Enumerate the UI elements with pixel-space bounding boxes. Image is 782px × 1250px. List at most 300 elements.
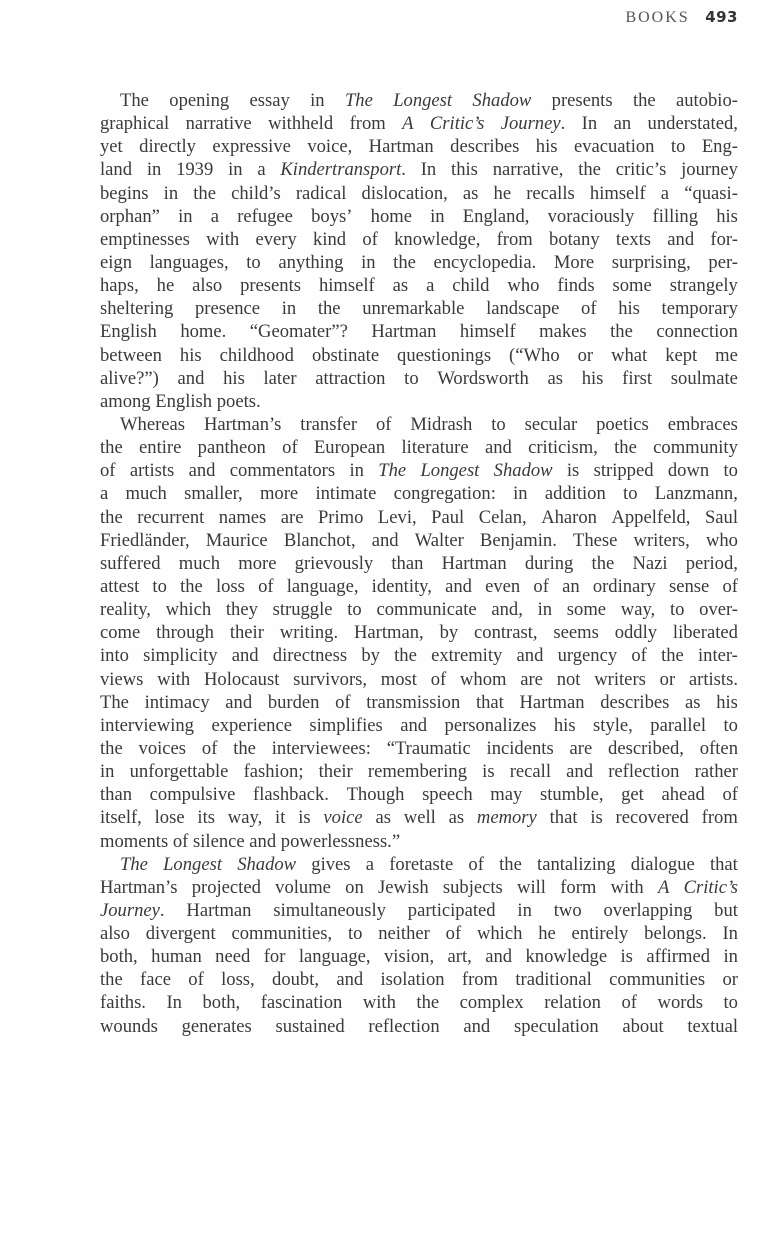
word: embraces [667, 413, 738, 435]
word: interviewing [100, 714, 194, 736]
word: his [535, 136, 558, 158]
word: the [233, 737, 256, 759]
word: yet [100, 136, 123, 158]
word: makes [539, 321, 587, 343]
word: liberated [672, 622, 738, 644]
word: which [165, 599, 212, 621]
word: the [499, 853, 522, 875]
word: directness [272, 645, 348, 667]
word: the [394, 645, 417, 667]
word: a [257, 159, 266, 181]
word: memory [476, 807, 537, 829]
word: neither [378, 923, 430, 945]
word: face [140, 969, 171, 991]
word: simultaneously [273, 899, 386, 921]
word: Longest [163, 853, 222, 875]
word: In [166, 992, 182, 1014]
word: the [100, 969, 123, 991]
word: Aharon [541, 506, 597, 528]
word: of [282, 437, 298, 459]
word: Critic’s [683, 876, 738, 898]
word: it [275, 807, 286, 829]
word: Whereas [120, 413, 186, 435]
word: surprising, [611, 251, 691, 273]
word: artists. [688, 668, 738, 690]
word: sense [668, 575, 710, 597]
word: is [566, 460, 580, 482]
word: that [475, 691, 504, 713]
word: this [451, 159, 478, 181]
word: writers, [633, 529, 690, 551]
word: interviewees: [271, 737, 371, 759]
word: may [490, 784, 523, 806]
text-line [100, 876, 738, 899]
word: and [463, 1015, 491, 1037]
word: traditional [515, 969, 592, 991]
word: who [705, 529, 738, 551]
word: come [100, 622, 141, 644]
word: more [238, 552, 277, 574]
word: narrative, [492, 159, 564, 181]
word: commentators [229, 460, 336, 482]
text-line [100, 135, 738, 158]
word: his [716, 205, 738, 227]
word: In [420, 159, 437, 181]
word: recurrent [137, 506, 205, 528]
word: for [263, 946, 286, 968]
word: and [516, 645, 544, 667]
word: language, [286, 575, 359, 597]
word: as [685, 691, 701, 713]
page-number: 493 [705, 8, 738, 26]
word: vision, [384, 946, 435, 968]
word: than [391, 552, 424, 574]
word: essay [249, 90, 290, 111]
word: the [393, 251, 416, 273]
word: and, [491, 599, 523, 621]
word: Hartman’s [100, 876, 178, 898]
word: finds [557, 275, 595, 297]
word: Jewish [378, 876, 429, 898]
word: of [172, 830, 189, 852]
word: projected [191, 876, 261, 898]
word: of [188, 969, 204, 991]
word: home. [180, 321, 227, 343]
word: In [581, 113, 598, 135]
word: transfer [300, 413, 358, 435]
text-line [100, 830, 738, 853]
word: which [476, 923, 523, 945]
word: opening [169, 90, 230, 111]
word: also [192, 275, 223, 297]
word: as [375, 807, 391, 829]
word: in [146, 159, 162, 181]
text-line [100, 899, 738, 922]
text-line [100, 89, 738, 112]
word: their [318, 761, 353, 783]
word: in [163, 182, 179, 204]
text-line [100, 112, 738, 135]
word: experience [211, 714, 292, 736]
word: in [361, 251, 376, 273]
word: an [562, 575, 580, 597]
word: knowledge [525, 946, 608, 968]
text-line [100, 205, 738, 228]
word: he [493, 182, 512, 204]
word: communities [609, 969, 706, 991]
word: but [714, 899, 738, 921]
word: form [560, 876, 597, 898]
word: belongs. [644, 923, 707, 945]
word: himself [589, 182, 646, 204]
word: way, [227, 807, 263, 829]
word: knowledge, [394, 228, 481, 250]
word: tantalizing [537, 853, 616, 875]
paragraph [100, 853, 738, 1038]
word: oddly [614, 622, 658, 644]
word: much [178, 552, 221, 574]
word: Holocaust [203, 668, 280, 690]
word: and [336, 969, 364, 991]
word: he [156, 275, 175, 297]
word: the [632, 90, 656, 111]
word: relation [544, 992, 601, 1014]
word: attraction [315, 367, 386, 389]
word: voice [323, 807, 363, 829]
word: every [255, 228, 297, 250]
word: Blanchot, [283, 529, 356, 551]
word: Hartman [186, 899, 252, 921]
word: rather [694, 761, 738, 783]
word: filling [652, 205, 698, 227]
word: unremarkable [362, 298, 465, 320]
text-line [100, 922, 738, 945]
word: strangely [669, 275, 738, 297]
word: foretaste [389, 853, 454, 875]
word: attest [100, 575, 140, 597]
word: most [380, 668, 417, 690]
word: reality, [100, 599, 151, 621]
word: incidents [486, 737, 554, 759]
text-line [100, 945, 738, 968]
word: child’s [231, 182, 281, 204]
word: on [345, 876, 364, 898]
word: Lanzmann, [654, 483, 738, 505]
word: English [100, 321, 157, 343]
text-line [100, 853, 738, 876]
word: in [537, 599, 553, 621]
word: entirely [571, 923, 629, 945]
word: addition [544, 483, 606, 505]
word: Longest [393, 90, 453, 111]
word: grievously [294, 552, 374, 574]
text-line [100, 968, 738, 991]
word: way, [620, 599, 656, 621]
word: more [259, 483, 299, 505]
word: “Traumatic [386, 737, 471, 759]
word: the [661, 645, 684, 667]
word: to [669, 599, 685, 621]
word: smaller, [184, 483, 243, 505]
word: names [218, 506, 267, 528]
text-line [100, 367, 738, 390]
text-line [100, 390, 738, 413]
word: simplifies [309, 714, 383, 736]
word: in [349, 460, 364, 482]
word: The [344, 90, 373, 111]
word: reflection [608, 761, 680, 783]
word: communicate [376, 599, 477, 621]
word: a [426, 275, 435, 297]
word: community [653, 437, 738, 459]
word: itself, [100, 807, 142, 829]
word: are [569, 737, 593, 759]
word: in [100, 761, 115, 783]
word: the [193, 182, 216, 204]
word: the [100, 737, 123, 759]
word: the [591, 552, 615, 574]
word: poets. [216, 390, 261, 412]
word: critic’s [615, 159, 667, 181]
word: and [667, 228, 695, 250]
word: views [100, 668, 144, 690]
word: writing. [279, 622, 339, 644]
word: and [231, 645, 259, 667]
word: some [612, 275, 652, 297]
word: art, [447, 946, 472, 968]
word: affirmed [646, 946, 711, 968]
word: Paul [431, 506, 465, 528]
word: wounds [100, 1015, 158, 1037]
word: directly [139, 136, 196, 158]
word: speculation [513, 1015, 599, 1037]
word: writers [594, 668, 646, 690]
word: Though [346, 784, 405, 806]
word: soulmate [670, 367, 738, 389]
word: overlapping [603, 899, 693, 921]
word: urgency [557, 645, 618, 667]
word: graphical [100, 113, 170, 135]
word: texts [615, 228, 652, 250]
word: The [120, 90, 149, 111]
word: style, [593, 714, 633, 736]
word: journey [681, 159, 738, 181]
word: expressive [212, 136, 291, 158]
word: Nazi [632, 552, 668, 574]
word: from [349, 113, 386, 135]
word: Walter [414, 529, 464, 551]
word: powerlessness.” [280, 830, 401, 852]
word: Hartman’s [203, 413, 282, 435]
word: to [152, 575, 167, 597]
word: Critic’s [429, 113, 485, 135]
word: to [347, 599, 362, 621]
word: both, [100, 946, 138, 968]
word: flashback. [253, 784, 329, 806]
word: Hartman [368, 136, 434, 158]
word: English [155, 390, 213, 412]
word: Shadow [472, 90, 532, 111]
word: Maurice [205, 529, 268, 551]
running-head [625, 8, 738, 27]
text-line [100, 644, 738, 667]
word: and [400, 714, 428, 736]
word: a [660, 182, 670, 204]
word: that [709, 853, 738, 875]
word: to [246, 251, 261, 273]
word: his [581, 367, 604, 389]
text-line [100, 320, 738, 343]
text-line [100, 297, 738, 320]
word: temporary [661, 298, 738, 320]
word: often [699, 737, 738, 759]
word: presence [194, 298, 261, 320]
word: volume [275, 876, 331, 898]
word: kind [313, 228, 347, 250]
word: that [549, 807, 578, 829]
word: to [723, 992, 738, 1014]
word: some [566, 599, 607, 621]
word: Wordsworth [437, 367, 529, 389]
word: presents [240, 275, 301, 297]
word: the [317, 298, 341, 320]
word: or [659, 668, 676, 690]
word: survivors, [293, 668, 368, 690]
word: Saul [704, 506, 738, 528]
word: secular [524, 413, 578, 435]
word: later [263, 367, 297, 389]
word: A [402, 113, 414, 135]
word: to [404, 367, 419, 389]
text-line [100, 158, 738, 181]
text-line [100, 344, 738, 367]
word: dialogue [630, 853, 695, 875]
word: also [100, 923, 130, 945]
word: fascination [260, 992, 343, 1014]
word: languages, [149, 251, 229, 273]
word: entire [139, 437, 182, 459]
word: of [468, 853, 484, 875]
word: and [188, 460, 216, 482]
word: sheltering [100, 298, 174, 320]
text-line [100, 714, 738, 737]
word: intimate [315, 483, 377, 505]
word: of [722, 575, 738, 597]
word: language, [298, 946, 371, 968]
word: Hartman [519, 691, 585, 713]
word: doubt, [272, 969, 320, 991]
word: Longest [420, 460, 480, 482]
word: poetics [596, 413, 649, 435]
word: with [362, 992, 396, 1014]
word: connection [656, 321, 738, 343]
text-line [100, 228, 738, 251]
word: the [610, 321, 633, 343]
word: evacuation [573, 136, 655, 158]
word: the [614, 437, 637, 459]
word: the [100, 506, 123, 528]
word: describes [450, 136, 520, 158]
word: Hartman [441, 552, 507, 574]
word: recovered [615, 807, 689, 829]
text-line [100, 806, 738, 829]
word: home [370, 205, 412, 227]
word: Benjamin. [479, 529, 557, 551]
word: as [462, 182, 479, 204]
word: kept [665, 344, 698, 366]
word: a [210, 205, 219, 227]
text-line [100, 182, 738, 205]
word: textual [687, 1015, 738, 1037]
word: his [179, 344, 202, 366]
text-line [100, 506, 738, 529]
word: encyclopedia. [433, 251, 537, 273]
text-line [100, 436, 738, 459]
word: words [657, 992, 703, 1014]
word: to [723, 460, 738, 482]
word: me [715, 344, 738, 366]
word: faiths. [100, 992, 146, 1014]
word: to [623, 483, 638, 505]
word: with [157, 668, 191, 690]
word: Levi, [377, 506, 417, 528]
word: emptinesses [100, 228, 190, 250]
word: (“Who [509, 344, 560, 366]
section-title: BOOKS [625, 9, 690, 26]
word: of [375, 413, 392, 435]
word: himself [459, 321, 516, 343]
text-line [100, 991, 738, 1014]
word: not [556, 668, 581, 690]
text-line [100, 621, 738, 644]
word: of [362, 228, 378, 250]
word: reflection [368, 1015, 440, 1037]
word: from [461, 969, 499, 991]
word: and [225, 691, 253, 713]
word: dislocation, [361, 182, 448, 204]
word: landscape [486, 298, 560, 320]
word: ahead [661, 784, 705, 806]
word: its [197, 807, 215, 829]
word: isolation [380, 969, 445, 991]
word: stripped [593, 460, 654, 482]
word: himself [318, 275, 375, 297]
word: eign [100, 251, 133, 273]
word: congregation: [393, 483, 496, 505]
word: extremity [431, 645, 503, 667]
word: is [482, 761, 495, 783]
word: transmission [366, 691, 461, 713]
word: described, [608, 737, 684, 759]
word: artists [129, 460, 175, 482]
text-line [100, 598, 738, 621]
word: personalizes [444, 714, 537, 736]
word: literature [401, 437, 469, 459]
word: seems [553, 622, 599, 644]
word: participated [407, 899, 496, 921]
word: stumble, [539, 784, 604, 806]
word: The [378, 460, 407, 482]
word: from [701, 807, 738, 829]
word: burden [267, 691, 320, 713]
word: he [538, 923, 556, 945]
text-line [100, 413, 738, 436]
word: understated, [647, 113, 738, 135]
text-line [100, 1015, 738, 1038]
word: 1939 [176, 159, 214, 181]
word: intimacy [144, 691, 210, 713]
word: in [517, 899, 532, 921]
